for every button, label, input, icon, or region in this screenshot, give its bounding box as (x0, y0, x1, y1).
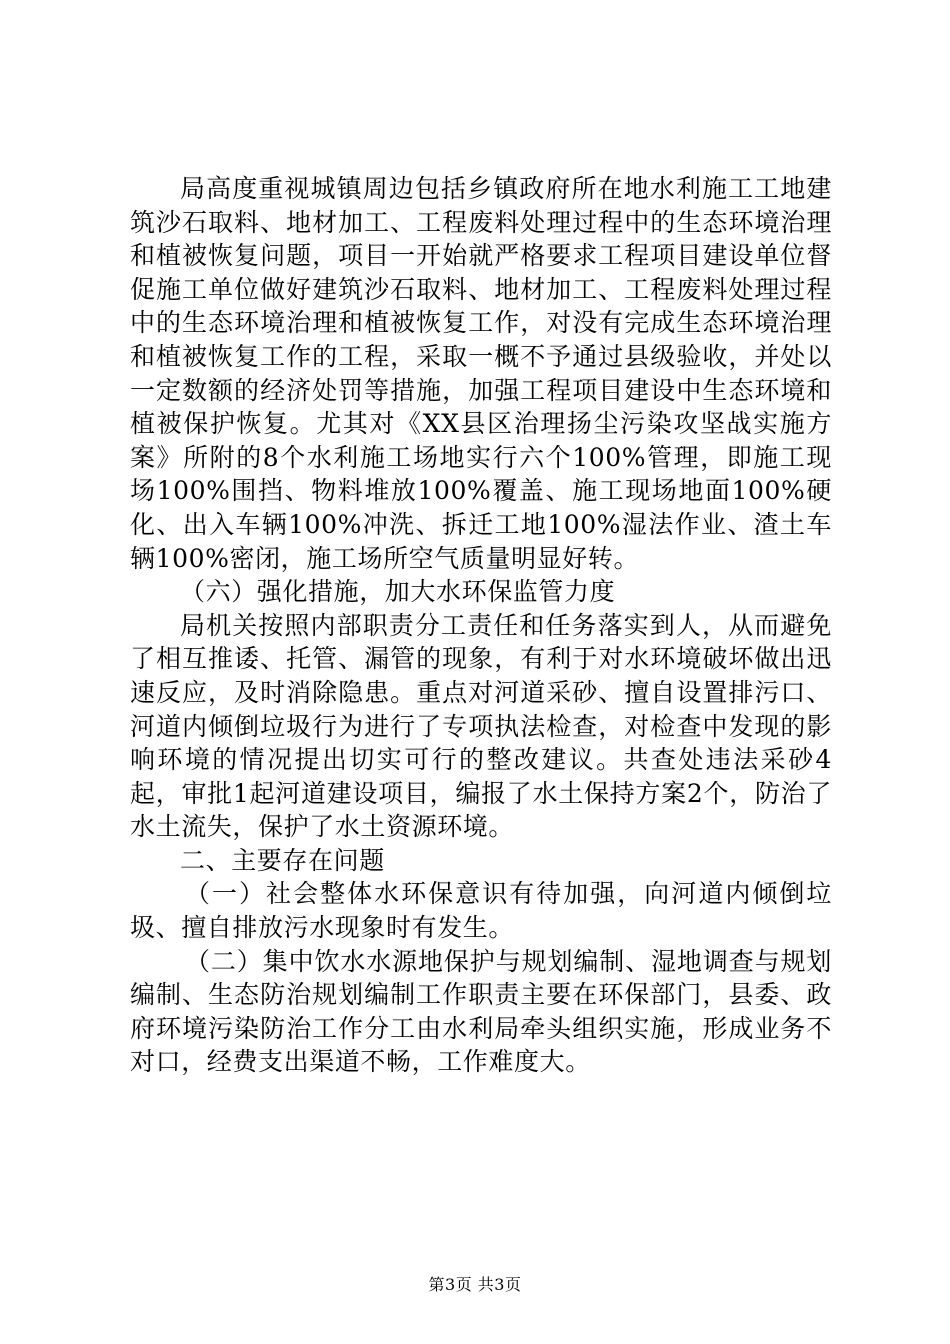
page-footer: 第3页 共3页 (428, 1275, 522, 1294)
paragraph-supervision: 局机关按照内部职责分工责任和任务落实到人，从而避免了相互推诿、托管、漏管的现象，有利于对水环境破坏做出迅速反应，及时消除隐患。重点对河道采砂、擅自设置排污口、河道内倾倒垃圾行为进行了专项执法检查，对检查中发现的影响环境的情况提出切实可行的整改建议。共查处违法采砂4起，审批1起河道建设项目，编报了水土保持方案2个，防治了水土流失，保护了水土资源环境。 (130, 610, 832, 842)
document-body (130, 172, 832, 1079)
section-heading-main-problems: 二、主要存在问题 (180, 845, 385, 875)
paragraph-problem-two: （二）集中饮水水源地保护与规划编制、湿地调查与规划编制、生态防治规划编制工作职责主要在环保部门，县委、政府环境污染防治工作分工由水利局牵头组织实施，形成业务不对口，经费支出渠道不畅，工作难度大。 (130, 946, 832, 1077)
paragraph-dust-control: 局高度重视城镇周边包括乡镇政府所在地水利施工工地建筑沙石取料、地材加工、工程废料处理过程中的生态环境治理和植被恢复问题，项目一开始就严格要求工程项目建设单位督促施工单位做好建筑沙石取料、地材加工、工程废料处理过程中的生态环境治理和植被恢复工作，对没有完成生态环境治理和植被恢复工作的工程，采取一概不予通过县级验收，并处以一定数额的经济处罚等措施，加强工程项目建设中生态环境和植被保护恢复。尤其对《XX县区治理扬尘污染攻坚战实施方案》所附的8个水利施工场地实行六个100%管理，即施工现场100%围挡、物料堆放100%覆盖、施工现场地面100%硬化、出入车辆100%冲洗、拆迁工地100%湿法作业、渣土车辆100%密闭，施工场所空气质量明显好转。 (130, 174, 832, 573)
section-heading-six: （六）强化措施，加大水环保监管力度 (180, 577, 616, 607)
paragraph-problem-one: （一）社会整体水环保意识有待加强，向河道内倾倒垃圾、擅自排放污水现象时有发生。 (130, 879, 832, 943)
